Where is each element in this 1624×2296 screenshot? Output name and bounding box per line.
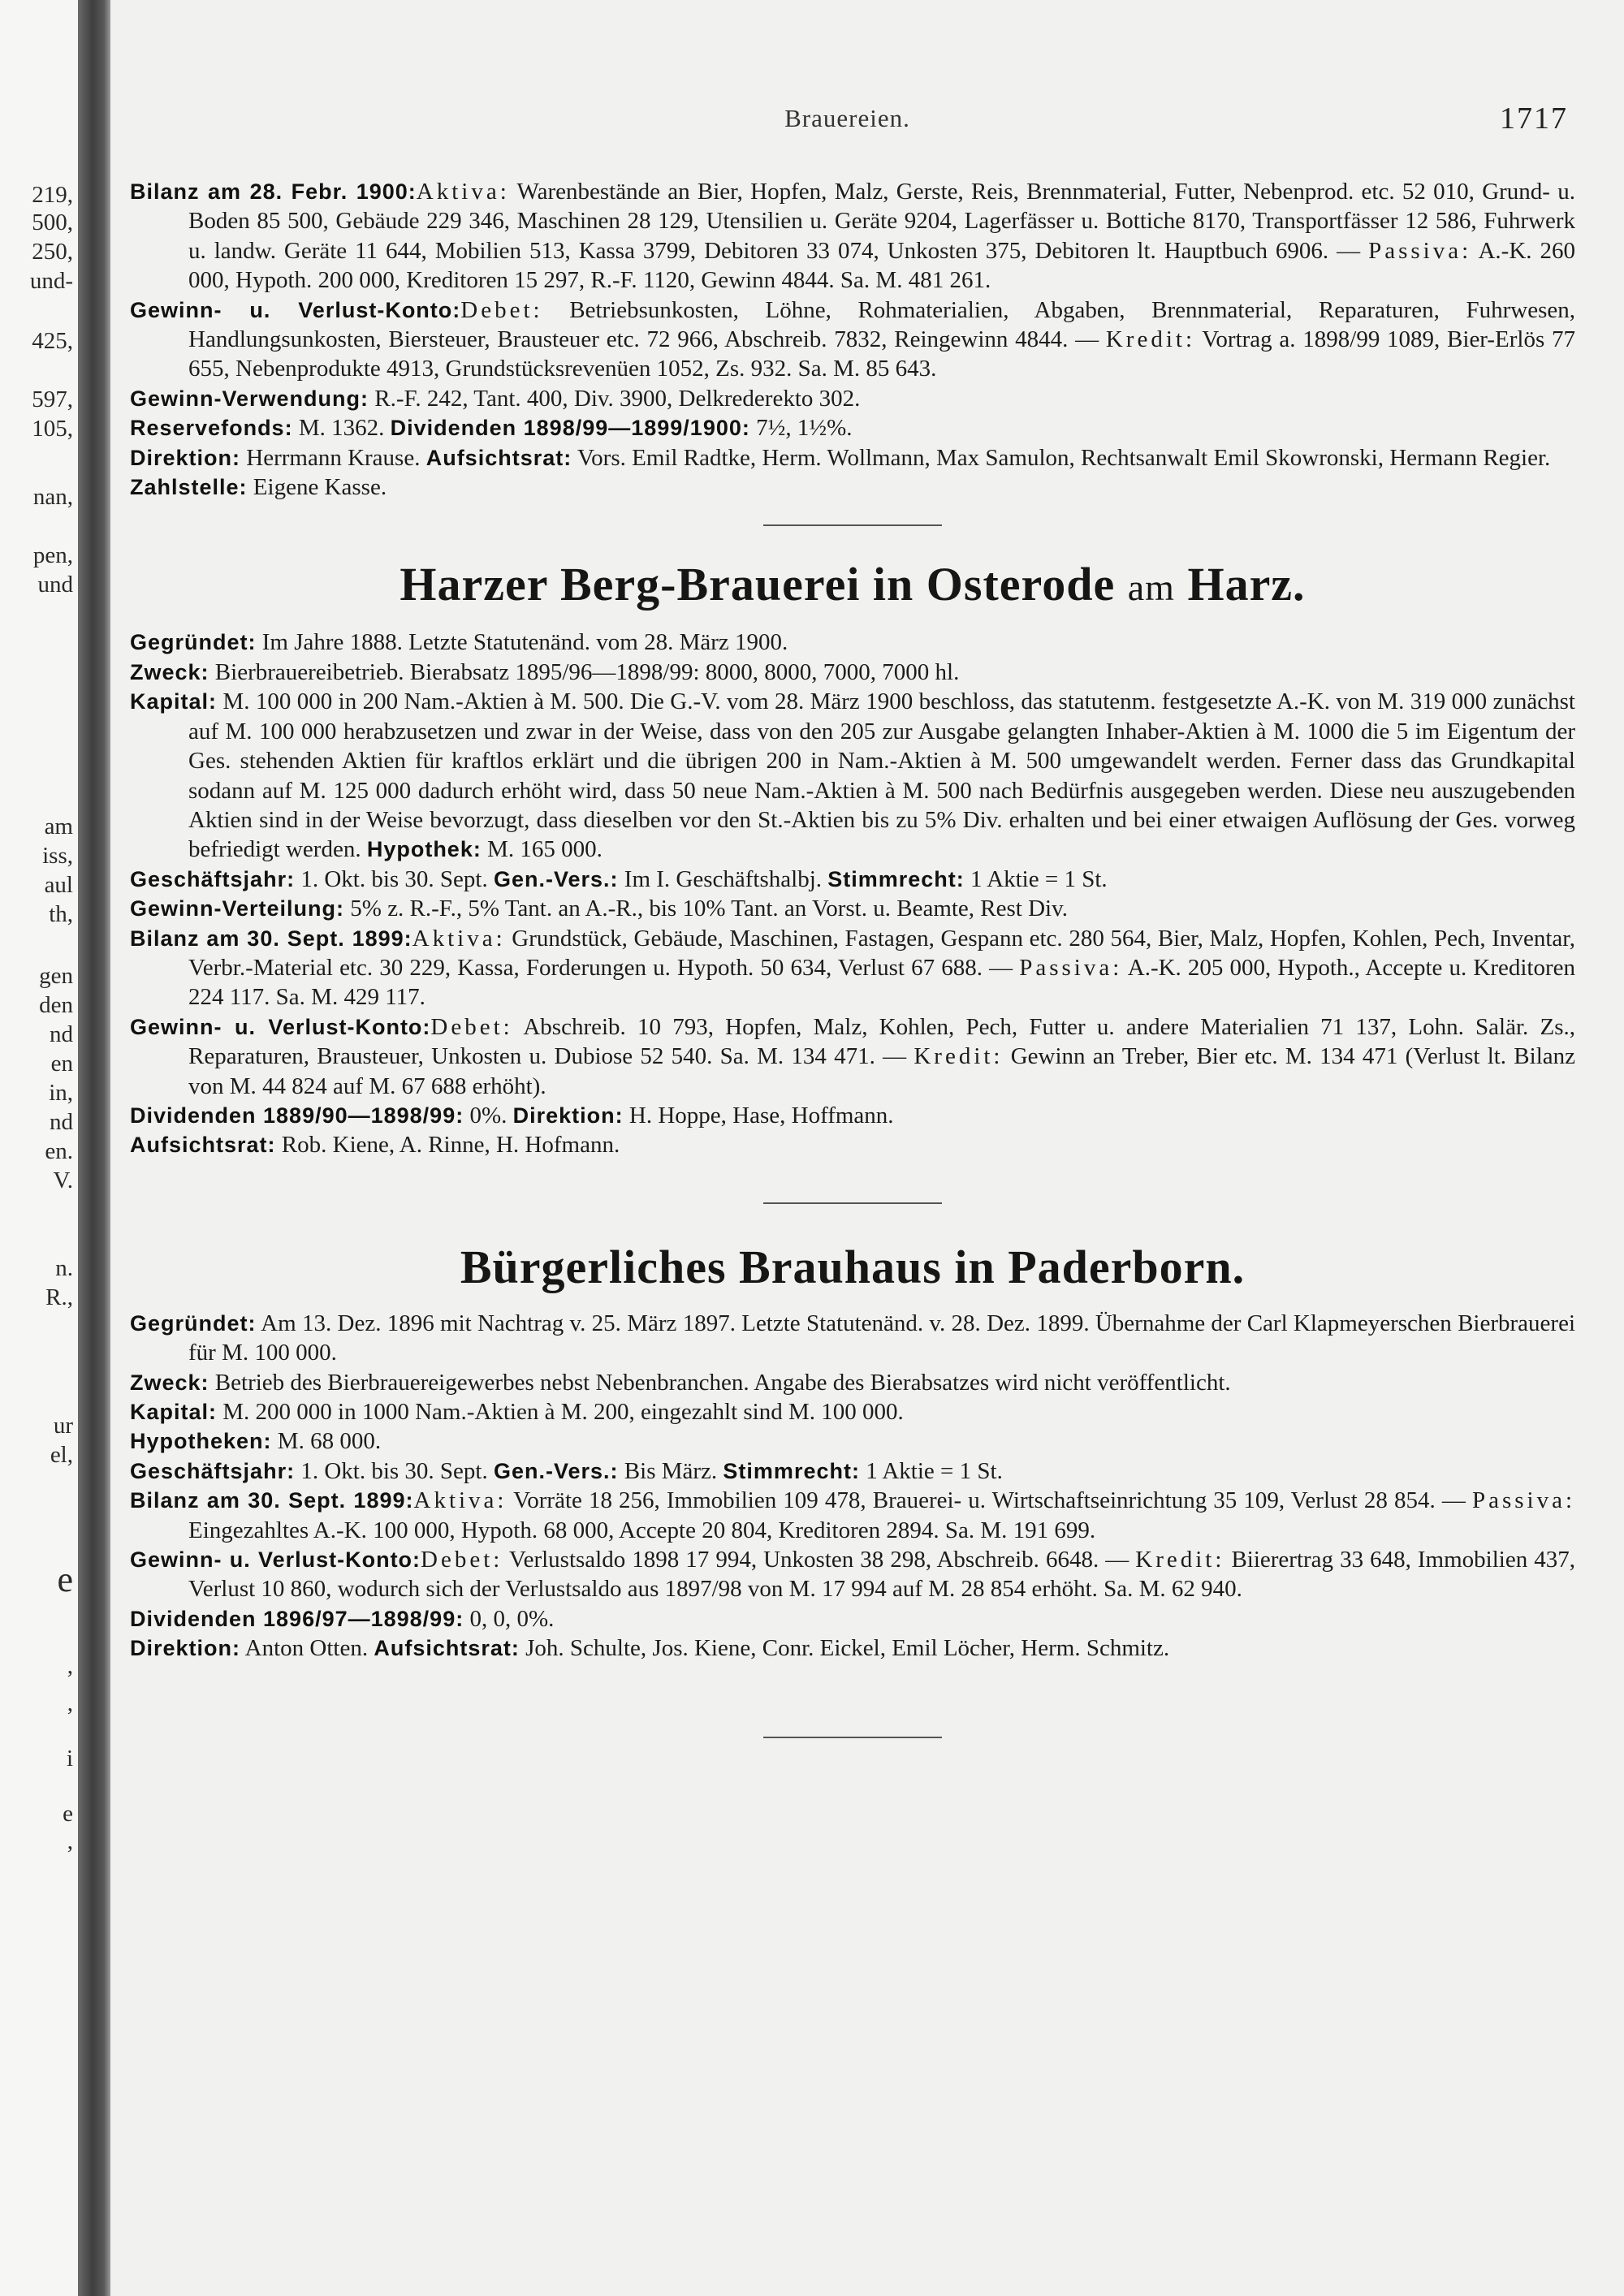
margin-fragment: 500, (32, 209, 73, 235)
margin-fragment: el, (50, 1442, 73, 1468)
margin-fragment: nd (50, 1109, 73, 1135)
bilanz-entry: Bilanz am 30. Sept. 1899:Aktiva: Grundstück, Gebäude, Maschinen, Fastagen, Gespann etc. 280 564, Bier, Malz, Hopfen, Kohlen, Pech, Inventar, Verbr.-Material etc. 30 229, Kassa, Forderungen u. Hypoth. 50 634, Verlust 67 688. — Passiva: A.-K. 205 000, Hypoth., Accepte u. Kreditoren 224 117. Sa. M. 429 117. (130, 925, 1576, 1011)
section-divider (763, 1737, 942, 1738)
running-title: Brauereien. (784, 104, 910, 132)
entry-buergerliches-brauhaus (130, 1240, 1575, 1664)
margin-fragment: ur (53, 1413, 73, 1439)
gewinn-verlust-entry: Gewinn- u. Verlust-Konto:Debet: Verlustsaldo 1898 17 994, Unkosten 38 298, Abschreib. 6648. — Kredit: Biierertrag 33 648, Immobilien 437, Verlust 10 860, wodurch sich der Verlustsaldo aus 1897/98 von M. 17 994 auf M. 28 854 erhöht. Sa. M. 62 940. (130, 1547, 1575, 1603)
margin-fragment: e (63, 1801, 73, 1827)
margin-fragment: und- (29, 268, 73, 294)
dividenden-entry: Dividenden 1889/90—1898/99: 0%. Direktion: H. Hoppe, Hase, Hoffmann. (130, 1102, 894, 1129)
margin-fragment: am (44, 814, 73, 839)
margin-fragment: nd (50, 1021, 73, 1047)
margin-fragment: en (50, 1051, 73, 1077)
company-title: Bürgerliches Brauhaus in Paderborn. (460, 1240, 1246, 1293)
margin-fragment: R., (45, 1284, 73, 1310)
margin-fragment: e (57, 1560, 73, 1599)
margin-fragment: iss, (42, 843, 73, 869)
margin-fragment: nan, (32, 484, 73, 510)
margin-fragment: 425, (32, 328, 73, 354)
margin-fragment: in, (49, 1080, 73, 1106)
margin-fragment: 250, (32, 239, 73, 265)
hypotheken-entry: Hypotheken: M. 68 000. (130, 1428, 382, 1455)
margin-fragment: aul (44, 872, 73, 898)
section-divider (763, 1202, 942, 1204)
margin-fragment: und (37, 572, 73, 598)
margin-fragment: den (39, 992, 73, 1018)
direktion-entry: Direktion: Anton Otten. Aufsichtsrat: Joh. Schulte, Jos. Kiene, Conr. Eickel, Emil Löcher, Herm. Schmitz. (130, 1635, 1170, 1662)
margin-fragment: , (67, 1653, 73, 1679)
previous-page-margin (0, 0, 78, 2296)
page-number: 1717 (1500, 101, 1568, 136)
aufsichtsrat-entry: Aufsichtsrat: Rob. Kiene, A. Rinne, H. Hofmann. (130, 1132, 620, 1159)
margin-fragment: gen (39, 963, 73, 989)
margin-fragment: i (66, 1746, 73, 1772)
gewinn-verlust-entry: Gewinn- u. Verlust-Konto:Debet: Abschreib. 10 793, Hopfen, Malz, Kohlen, Pech, Futter u. andere Materialien 71 137, Lohn. Salär. Zs., Reparaturen, Brausteuer, Unkosten u. Dubiose 52 540. Sa. M. 134 471. — Kredit: Gewinn an Treber, Bier etc. M. 134 471 (Verlust lt. Bilanz von M. 44 824 auf M. 67 688 erhöht). (130, 1013, 1575, 1099)
direktion-entry: Direktion: Herrmann Krause. Aufsichtsrat: Vors. Emil Radtke, Herm. Wollmann, Max Samulon, Rechtsanwalt Emil Skowronski, Hermann Regier. (130, 444, 1551, 471)
margin-fragment: 105, (32, 416, 73, 442)
gegruendet-entry: Gegründet: Im Jahre 1888. Letzte Statutenänd. vom 28. März 1900. (130, 629, 788, 656)
margin-fragment: V. (53, 1167, 73, 1193)
kapital-entry: Kapital: M. 100 000 in 200 Nam.-Aktien à M. 500. Die G.-V. vom 28. März 1900 beschloss, das statutenm. festgesetzte A.-K. von M. 319 000 zunächst auf M. 100 000 herabzusetzen und zwar in der Weise, dass von den 205 zur Ausgabe gelangten Inhaber-Aktien à M. 1000 die 5 im Eigentum der Ges. stehenden Aktien für kraftlos erklärt und die übrigen 200 in Nam.-Aktien à M. 500 umgewandelt werden. Ferner dass das Grundkapital sodann auf M. 125 000 dadurch erhöht wird, dass 50 neue Nam.-Aktien à M. 500 nach Bedürfnis ausgegeben werden. Diese neu auszugebenden Aktien sind in der Weise bevorzugt, dass dieselben vor den St.-Aktien bis zu 5% Div. erhalten und bei einer etwaigen Auflösung der Ges. vorweg befriedigt werden. Hypothek: M. 165 000. (130, 688, 1575, 863)
margin-fragment: en. (45, 1138, 73, 1164)
reservefonds-entry: Reservefonds: M. 1362. Dividenden 1898/99—1899/1900: 7½, 1½%. (130, 415, 853, 442)
gewinn-verlust-entry: Gewinn- u. Verlust-Konto:Debet: Betriebsunkosten, Löhne, Rohmaterialien, Abgaben, Brennmaterial, Reparaturen, Fuhrwesen, Handlungsunkosten, Biersteuer, Brausteuer etc. 72 966, Abschreib. 7832, Reingewinn 4844. — Kredit: Vortrag a. 1898/99 1089, Bier-Erlös 77 655, Nebenprodukte 4913, Grundstücksrevenüen 1052, Zs. 932. Sa. M. 85 643. (130, 296, 1575, 382)
dividenden-entry: Dividenden 1896/97—1898/99: 0, 0, 0%. (130, 1605, 555, 1632)
entry-continued (130, 177, 1575, 502)
zahlstelle-entry: Zahlstelle: Eigene Kasse. (130, 474, 387, 501)
bilanz-entry: Bilanz am 28. Febr. 1900:Aktiva: Warenbestände an Bier, Hopfen, Malz, Gerste, Reis, Brennmaterial, Futter, Nebenprod. etc. 52 010, Grund- u. Boden 85 500, Gebäude 229 346, Maschinen 28 129, Utensilien u. Geräte 9204, Lagerfässer u. Bottiche 8170, Transportfässer 12 586, Fuhrwerk u. landw. Geräte 11 644, Mobilien 513, Kassa 3799, Debitoren 33 074, Unkosten 375, Debitoren lt. Hauptbuch 6906. — Passiva: A.-K. 260 000, Hypoth. 200 000, Kreditoren 15 297, R.-F. 1120, Gewinn 4844. Sa. M. 481 261. (130, 179, 1575, 294)
zweck-entry: Zweck: Betrieb des Bierbrauereigewerbes nebst Nebenbranchen. Angabe des Bierabsatzes wird nicht veröffentlicht. (130, 1369, 1231, 1396)
zweck-entry: Zweck: Bierbrauereibetrieb. Bierabsatz 1895/96—1898/99: 8000, 8000, 7000, 7000 hl. (130, 658, 960, 685)
gewinn-verteilung-entry: Gewinn-Verteilung: 5% z. R.-F., 5% Tant. an A.-R., bis 10% Tant. an Vorst. u. Beamte, Rest Div. (130, 896, 1068, 922)
margin-fragment: pen, (32, 542, 73, 568)
gegruendet-entry: Gegründet: Am 13. Dez. 1896 mit Nachtrag v. 25. März 1897. Letzte Statutenänd. v. 28. Dez. 1899. Übernahme der Carl Klapmeyerschen Bierbrauerei für M. 100 000. (130, 1310, 1575, 1366)
margin-fragment: 597, (32, 386, 73, 412)
gewinn-verwendung-entry: Gewinn-Verwendung: R.-F. 242, Tant. 400, Div. 3900, Delkrederekto 302. (130, 385, 861, 412)
entry-harzer-berg-brauerei (130, 557, 1575, 1159)
company-title: Harzer Berg-Brauerei in Osterode am Harz. (400, 558, 1306, 611)
page-content (130, 177, 1575, 1738)
margin-fragment: , (67, 1690, 73, 1716)
margin-fragment: , (67, 1828, 73, 1854)
geschaeftsjahr-entry: Geschäftsjahr: 1. Okt. bis 30. Sept. Gen.-Vers.: Im I. Geschäftshalbj. Stimmrecht: 1 Aktie = 1 St. (130, 865, 1108, 892)
page-header (127, 101, 1568, 141)
geschaeftsjahr-entry: Geschäftsjahr: 1. Okt. bis 30. Sept. Gen.-Vers.: Bis März. Stimmrecht: 1 Aktie = 1 St. (130, 1457, 1003, 1484)
margin-fragment: th, (49, 901, 73, 927)
book-binding-shadow (78, 0, 110, 2296)
book-page (110, 0, 1624, 2296)
kapital-entry: Kapital: M. 200 000 in 1000 Nam.-Aktien à M. 200, eingezahlt sind M. 100 000. (130, 1399, 904, 1425)
bilanz-entry: Bilanz am 30. Sept. 1899:Aktiva: Vorräte 18 256, Immobilien 109 478, Brauerei- u. Wirtschaftseinrichtung 35 109, Verlust 28 854. — Passiva: Eingezahltes A.-K. 100 000, Hypoth. 68 000, Accepte 20 804, Kreditoren 2894. Sa. M. 191 699. (130, 1487, 1576, 1543)
section-divider (763, 524, 942, 526)
margin-fragment: 219, (32, 182, 73, 208)
margin-fragment: n. (55, 1255, 73, 1281)
